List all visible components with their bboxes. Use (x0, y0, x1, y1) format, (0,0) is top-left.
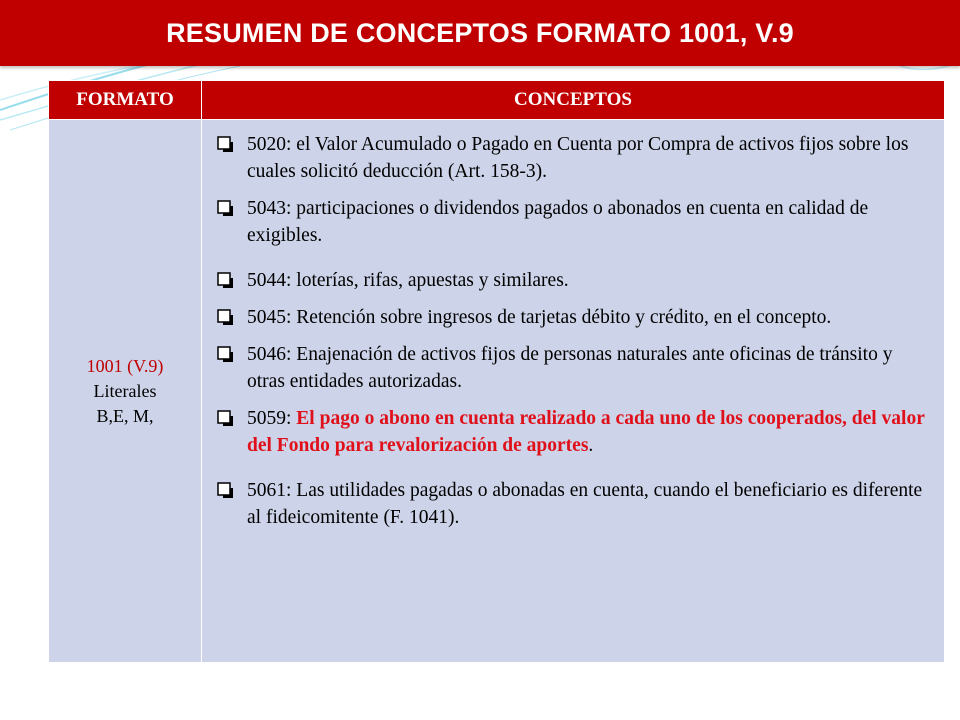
hollow-square-bullet-icon (217, 304, 247, 331)
hollow-square-bullet-icon (217, 267, 247, 294)
table-row (49, 120, 945, 663)
page-title: RESUMEN DE CONCEPTOS FORMATO 1001, V.9 (166, 17, 794, 48)
concepts-list (203, 121, 943, 531)
header-formato: FORMATO (49, 81, 202, 120)
formato-literales-label: Literales (93, 380, 157, 401)
header-conceptos: CONCEPTOS (202, 81, 945, 120)
concept-text: 5045: Retención sobre ingresos de tarjetas débito y crédito, en el concepto. (247, 307, 832, 328)
concepts-table (48, 80, 945, 663)
list-item-5061 (217, 477, 933, 531)
formato-cell (49, 120, 202, 663)
hollow-square-bullet-icon (217, 477, 247, 504)
concept-text: 5044: loterías, rifas, apuestas y similares. (247, 270, 569, 291)
highlighted-concept-text: El pago o abono en cuenta realizado a cada uno de los cooperados, del valor del Fondo para revalorización de aportes (247, 408, 925, 456)
table-header-row (49, 81, 945, 120)
hollow-square-bullet-icon (217, 131, 247, 158)
concept-text: 5020: el Valor Acumulado o Pagado en Cuenta por Compra de activos fijos sobre los cuales solicitó deducción (Art. 158-3). (247, 134, 909, 182)
concept-text: 5046: Enajenación de activos fijos de personas naturales ante oficinas de tránsito y otras entidades autorizadas. (247, 344, 893, 392)
list-item-5043 (217, 195, 933, 249)
list-item-5046 (217, 341, 933, 395)
hollow-square-bullet-icon (217, 405, 247, 432)
hollow-square-bullet-icon (217, 195, 247, 222)
formato-literales-values: B,E, M, (96, 405, 154, 426)
concept-text: 5061: Las utilidades pagadas o abonadas en cuenta, cuando el beneficiario es diferente al fideicomitente (F. 1041). (247, 480, 923, 528)
concept-suffix: . (588, 435, 594, 456)
concept-text (247, 405, 933, 459)
formato-code: 1001 (V.9) (86, 355, 164, 376)
conceptos-cell (202, 120, 945, 663)
title-bar (0, 0, 960, 66)
concept-text: 5043: participaciones o dividendos pagados o abonados en cuenta en calidad de exigibles. (247, 198, 869, 246)
concept-code: 5059: (247, 408, 297, 429)
list-item-5044 (217, 267, 933, 294)
list-item-5020 (217, 131, 933, 185)
hollow-square-bullet-icon (217, 341, 247, 368)
list-item-5045 (217, 304, 933, 331)
list-item-5059 (217, 405, 933, 459)
